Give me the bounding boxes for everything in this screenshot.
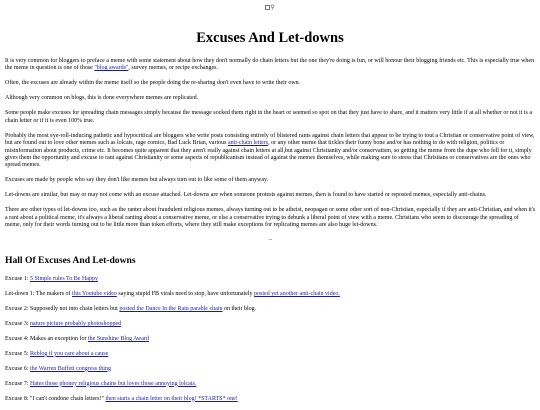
paragraph: Although very common on blogs, this is done everywhere memes are replicated. (5, 95, 199, 102)
excuse-item (5, 366, 536, 373)
excuse-item (5, 336, 536, 343)
excuse-link[interactable]: the Sunshine Blog Award (87, 335, 149, 342)
broken-image-icon: ⚲ (264, 3, 276, 13)
paragraph-text: It is very common for bloggers to preface a meme with some statement about how they don't normally do chain letters but the one they're doing is fun, or will honour their blogging friends etc. This is especially true when the meme in question is one of those (5, 58, 535, 72)
paragraph: There are other types of let-downs too, such as the ranter about fraudulent religious memes, always turning out to be atheist, neopagan or some other sort of non-Christian, especially if they are anti-Christian, and when it's a rant about a political meme, it's always a liberal ranting about a conservative meme, or else a conservative trying to debunk a liberal point of view with a meme. Christians who seem to discourage the spreading of meme, only for their words turning out to be little more than token efforts, where they still make exceptions for replicating memes are also huge let-downs. (5, 207, 536, 229)
excuse-link[interactable]: nature picture probably photoshopped (30, 320, 122, 327)
excuse-text: on their blog. (222, 306, 257, 313)
excuse-label: Excuse 4: (5, 335, 30, 342)
excuse-item (5, 291, 536, 298)
excuse-item (5, 351, 536, 358)
paragraph-text: Probably the most eye-roll-inducing pathetic and hypocritical are bloggers who write posts consisting entirely of blistered rants against chain letters that appear to be trying to tout a Christian or conservative point of view, but are found out to love other memes such as lolcats, rage comics, Bad Luck Brian, various (5, 132, 535, 147)
paragraph: Some people make excuses for spreading chain messages simply because the message socked them right in the heart or seemed so spot on that they just have to share, and it matters very little if at all whether or not it is a chain letter or if it is even 100% true. (5, 110, 533, 124)
excuse-link[interactable]: then starts a chain letter on their blog! *STARTS* one! (105, 395, 238, 402)
inline-link[interactable]: anti-chain letters (227, 140, 269, 147)
excuse-item (5, 396, 536, 403)
excuse-label: Excuse 6: (5, 365, 30, 372)
paragraph-text: , survey memes, or recipe exchanges. (128, 65, 219, 72)
excuse-item (5, 276, 536, 283)
excuse-label: Let-down 1: (5, 291, 36, 298)
excuse-label: Excuse 7: (5, 380, 30, 387)
excuse-link[interactable]: this Youtube video (72, 291, 117, 298)
excuse-label: Excuse 2: (5, 306, 30, 313)
paragraph: Let-downs are similar, but may or may not come with an excuse attached. Let-downs are when someone protests against memes, then is found to have started or reposted memes, especially anti-chains. (5, 192, 487, 199)
excuse-text: "I can't condone chain letters!" (30, 395, 106, 402)
inline-link[interactable]: "blog awards" (94, 65, 129, 72)
excuse-item (5, 381, 536, 388)
excuse-item (5, 321, 536, 328)
paragraph-text: , or any other meme that tickles their funny bone and/or has nothing to do with religion, politics or misinformation about products, crime etc. It becomes quite apparent that they aren't really against chain letters at all,but against Christianity and/or conservatism, so getting the meme from the dupe who fell for it, simply gives them the opportunity and excuse to rant against Christianity or some aspects of republicanism instead of against the memes themselves, while making sure to stress that Christians or conservatives are the ones who spread memes. (5, 140, 532, 169)
excuse-text: The makers of (35, 291, 73, 298)
section-divider: – (269, 237, 272, 244)
excuse-text: Supposedly not into chain letters but (30, 306, 120, 313)
paragraph: Often, the excuses are already within the meme itself so the people doing the re-sharing don't even have to write their own. (5, 80, 301, 87)
intro-section (5, 58, 536, 230)
paragraph (5, 133, 536, 170)
excuse-link[interactable]: posted the Dance In the Rain parable chain (119, 306, 223, 313)
excuse-item (5, 306, 536, 313)
page-title: Excuses And Let-downs (196, 30, 344, 46)
excuse-label: Excuse 3: (5, 320, 30, 327)
excuse-text: saying stupid FB virals need to stop, have unfortunately (116, 291, 255, 298)
excuse-link[interactable]: 5 Simple rules To Be Happy (30, 276, 98, 283)
excuse-link[interactable]: the Warren Buffett congress thing (30, 365, 111, 372)
excuse-label: Excuse 8: (5, 395, 30, 402)
excuse-link[interactable]: Hates those phoney religious chains but loves those annoying lolcats. (30, 380, 197, 387)
excuse-label: Excuse 1: (5, 276, 30, 283)
excuse-label: Excuse 5: (5, 350, 30, 357)
excuse-list (5, 276, 536, 403)
paragraph: Excuses are made by people who say they don't like memes but always turn out to like some of them anyway. (5, 177, 269, 184)
hall-title: Hall Of Excuses And Let-downs (5, 255, 136, 267)
excuse-link[interactable]: Reblog if you care about a cause (30, 350, 109, 357)
excuse-link[interactable]: posted yet another anti-chain video. (254, 291, 340, 298)
article-body (5, 58, 536, 410)
paragraph (5, 58, 536, 73)
excuse-text: Makes an exception for (30, 335, 88, 342)
